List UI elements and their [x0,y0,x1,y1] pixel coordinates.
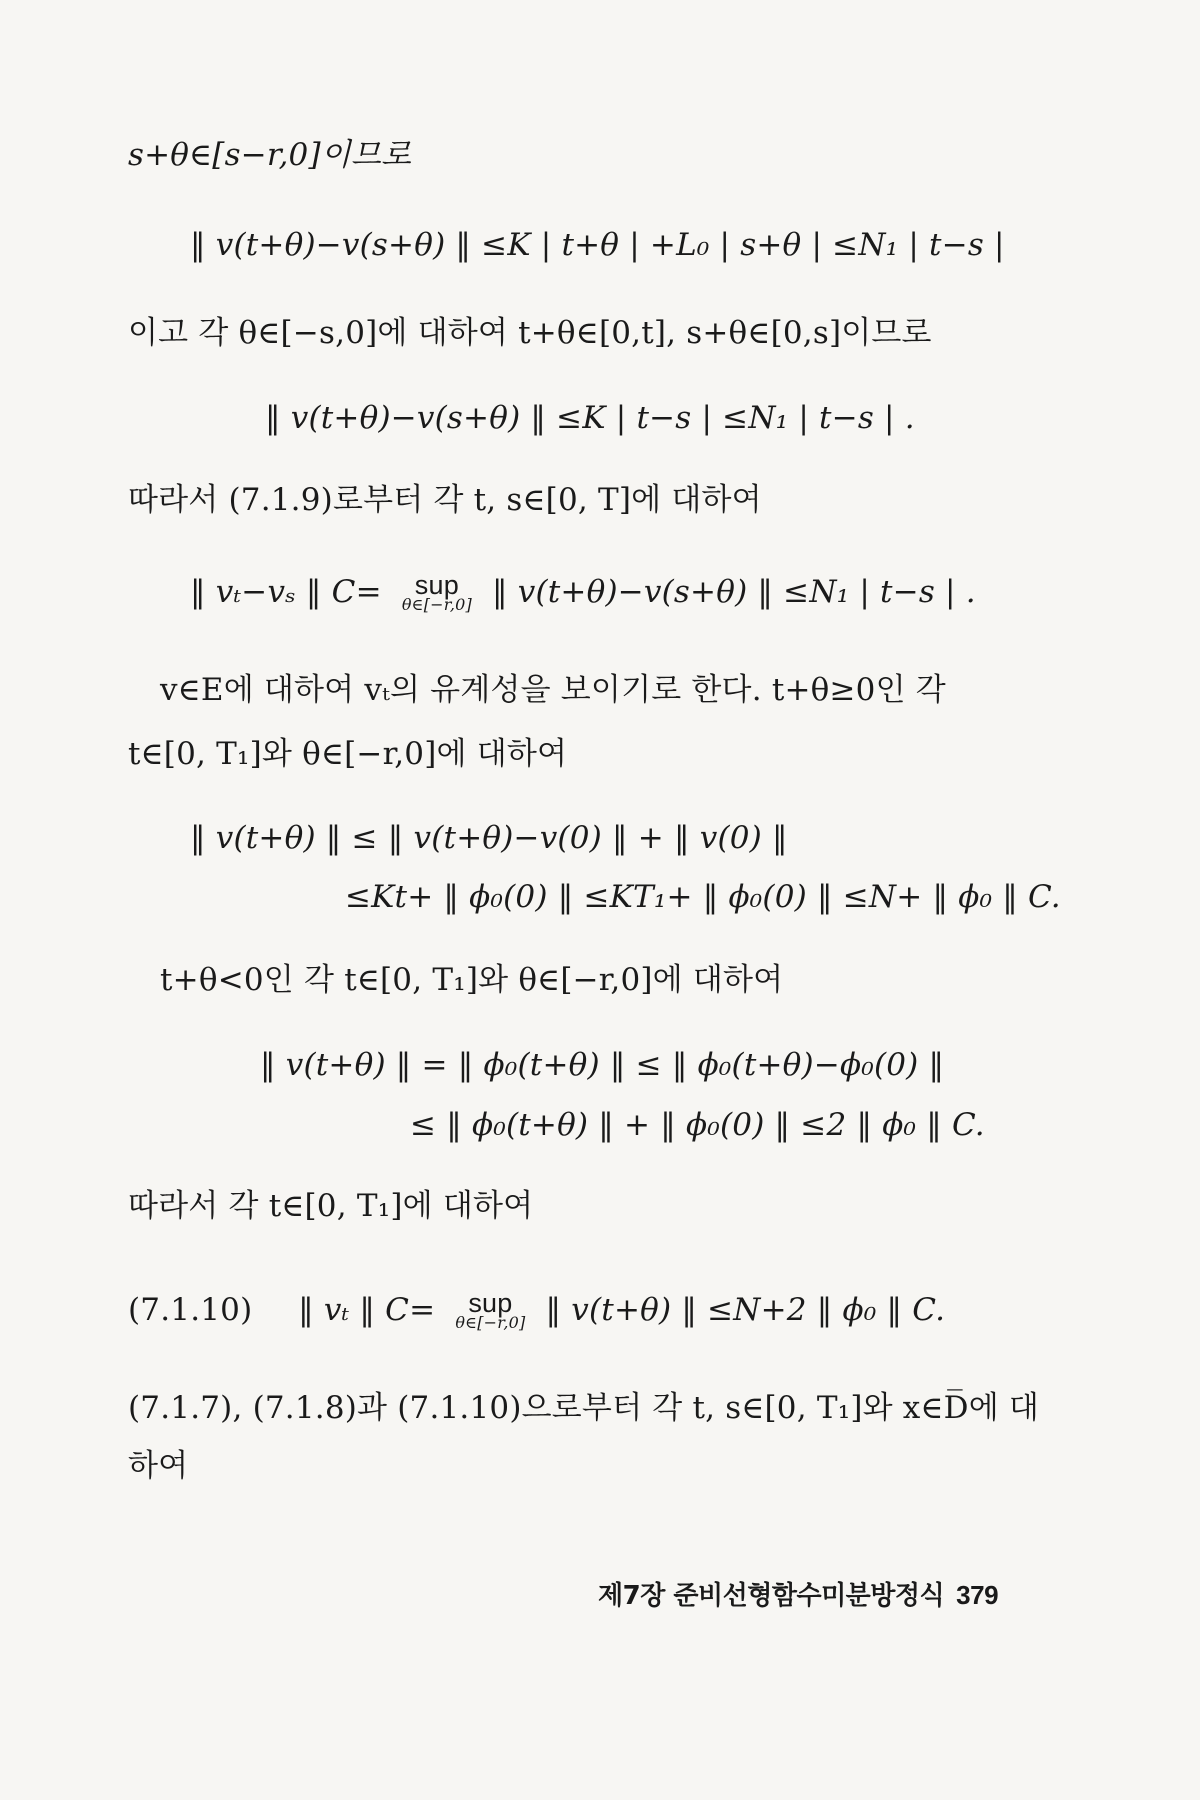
eq1-sup-subscript: θ∈[−r,0] [401,594,472,614]
inequality-2: ‖ v(t+θ)−v(s+θ) ‖ ≤K | t−s | ≤N₁ | t−s | . [265,400,915,436]
page-footer [598,1578,998,1613]
inequality-4: ‖ v(t+θ) ‖ = ‖ ϕ₀(t+θ) ‖ ≤ ‖ ϕ₀(t+θ)−ϕ₀(0) ‖ [260,1047,945,1083]
eq1-sup-word: sup [414,569,459,600]
eq2-lhs: ‖ vₜ ‖ C= [298,1292,436,1328]
chapter-title: 제7장 준비선형함수미분방정식 [598,1581,945,1611]
text-line-9: 하여 [128,1448,189,1484]
eq2-rhs: ‖ v(t+θ) ‖ ≤N+2 ‖ ϕ₀ ‖ C. [545,1292,946,1328]
text-line-3: 따라서 (7.1.9)로부터 각 t, s∈[0, T]에 대하여 [128,482,762,518]
eq2-sup-operator [455,1287,526,1332]
text-line-6: t+θ<0인 각 t∈[0, T₁]와 θ∈[−r,0]에 대하여 [160,962,784,998]
page-number: 379 [956,1580,999,1610]
eq2-sup-subscript: θ∈[−r,0] [455,1312,526,1332]
equation-7-1-10 [128,1287,946,1332]
inequality-1: ‖ v(t+θ)−v(s+θ) ‖ ≤K | t+θ | +L₀ | s+θ | ≤N₁ | t−s | [190,227,1005,263]
text-line-7: 따라서 각 t∈[0, T₁]에 대하여 [128,1188,534,1224]
inequality-3-cont: ≤Kt+ ‖ ϕ₀(0) ‖ ≤KT₁+ ‖ ϕ₀(0) ‖ ≤N+ ‖ ϕ₀ ‖ C. [345,879,1061,915]
eq1-sup-operator [401,569,472,614]
text-line-4: v∈E에 대하여 vₜ의 유계성을 보이기로 한다. t+θ≥0인 각 [160,672,946,708]
text-line-2: 이고 각 θ∈[−s,0]에 대하여 t+θ∈[0,t], s+θ∈[0,s]이므로 [128,315,932,351]
inequality-4-cont: ≤ ‖ ϕ₀(t+θ) ‖ + ‖ ϕ₀(0) ‖ ≤2 ‖ ϕ₀ ‖ C. [410,1107,985,1143]
text-line-8: (7.1.7), (7.1.8)과 (7.1.10)으로부터 각 t, s∈[0, T₁]와 x∈D̅에 대 [128,1390,1040,1426]
text-line-5: t∈[0, T₁]와 θ∈[−r,0]에 대하여 [128,736,568,772]
text-line-1: s+θ∈[s−r,0]이므로 [128,137,412,173]
eq1-lhs: ‖ vₜ−vₛ ‖ C= [190,574,382,610]
eq1-rhs: ‖ v(t+θ)−v(s+θ) ‖ ≤N₁ | t−s | . [492,574,976,610]
equation-sup-1 [190,569,976,614]
inequality-3: ‖ v(t+θ) ‖ ≤ ‖ v(t+θ)−v(0) ‖ + ‖ v(0) ‖ [190,820,788,856]
equation-number: (7.1.10) [128,1292,253,1328]
eq2-sup-word: sup [468,1287,513,1318]
